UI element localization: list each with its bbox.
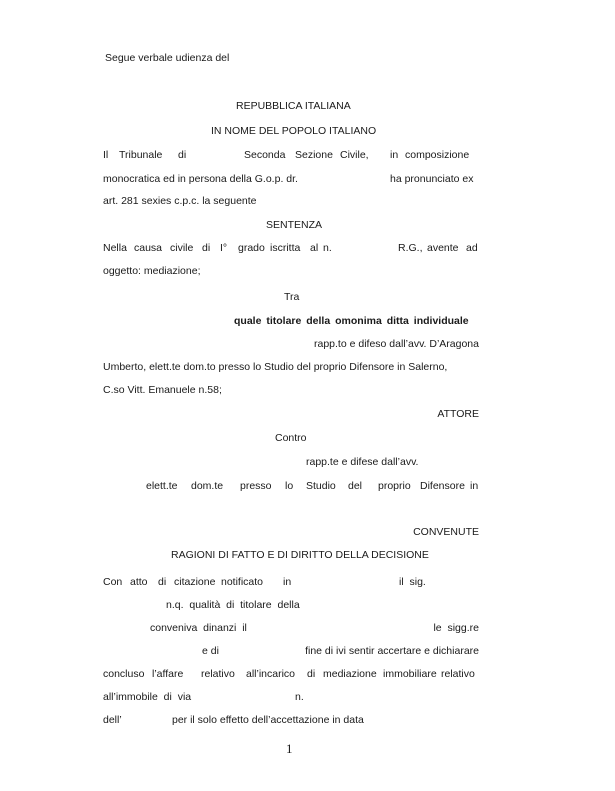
- p1-line3: art. 281 sexies c.p.c. la seguente: [103, 195, 257, 207]
- p5-line6a: all’immobile di via: [103, 691, 192, 703]
- title-republic: REPUBBLICA ITALIANA: [236, 100, 351, 112]
- p4-line1: rapp.te e difese dall’avv.: [306, 456, 419, 468]
- header-line: Segue verbale udienza del: [105, 52, 230, 64]
- tra-heading: Tra: [284, 291, 300, 303]
- p5-line3a: conveniva dinanzi il: [150, 622, 247, 634]
- attore-label: ATTORE: [437, 408, 479, 420]
- p1-line2b: ha pronunciato ex: [390, 173, 474, 185]
- p1-line2a: monocratica ed in persona della G.o.p. dr.: [103, 173, 298, 185]
- p5-line3b: le sigg.re: [433, 622, 479, 634]
- p2-line2: oggetto: mediazione;: [103, 265, 201, 277]
- p5-line6b: n.: [295, 691, 304, 703]
- document-page: Segue verbale udienza del REPUBBLICA ITALIANA IN NOME DEL POPOLO ITALIANO Il Tribunale di Seconda Sezione Civile, in composizione monocratica ed in persona della G.o.p. dr. ha pronunciato ex art. 281 sexies c.p.c. la seguente SENTENZA Nella causa civile di I° grado iscritta al n. R.G., avente ad oggetto: mediazione; Tra quale titolare della omonima ditta individuale rapp.to e difeso dall’avv. D’Aragona Umberto, elett.te dom.to presso lo Studio del proprio Difensore in Salerno, C.so Vitt. Emanuele n.58; ATTORE Contro rapp.te e difese dall’avv. elett.te dom.te presso lo Studio del proprio Difensore in CONVENUTE RAGIONI DI FATTO E DI DIRITTO DELLA DECISIONE Con atto di citazione notificato in il sig. n.q. qualità di titolare della conveniva dinanzi il le sigg.re e di fine di ivi sentir accertare e dichiarare concluso l’affare relativo all’incarico di mediazione immobiliare relativo all’immobile di via n. dell’ per il solo effetto dell’accettazione in data 1: [103, 52, 479, 756]
- p3-line3: Umberto, elett.te dom.to presso lo Studio del proprio Difensore in Salerno,: [103, 361, 448, 373]
- p3-line4: C.so Vitt. Emanuele n.58;: [103, 384, 222, 396]
- title-people: IN NOME DEL POPOLO ITALIANO: [211, 125, 377, 137]
- contro-heading: Contro: [275, 432, 307, 444]
- p5-line7b: per il solo effetto dell’accettazione in data: [172, 714, 364, 726]
- p5-line4a: e di: [202, 645, 219, 657]
- page-number: 1: [286, 741, 293, 756]
- p5-line4b: fine di ivi sentir accertare e dichiarare: [305, 645, 479, 657]
- p3-line1: quale titolare della omonima ditta individuale: [234, 315, 469, 327]
- p5-line2: n.q. qualità di titolare della: [166, 599, 300, 611]
- p3-line2: rapp.to e difeso dall’avv. D’Aragona: [314, 338, 479, 350]
- sentenza-heading: SENTENZA: [266, 219, 323, 231]
- ragioni-heading: RAGIONI DI FATTO E DI DIRITTO DELLA DECISIONE: [171, 549, 429, 561]
- convenute-label: CONVENUTE: [413, 526, 479, 538]
- p5-line7a: dell’: [103, 714, 122, 726]
